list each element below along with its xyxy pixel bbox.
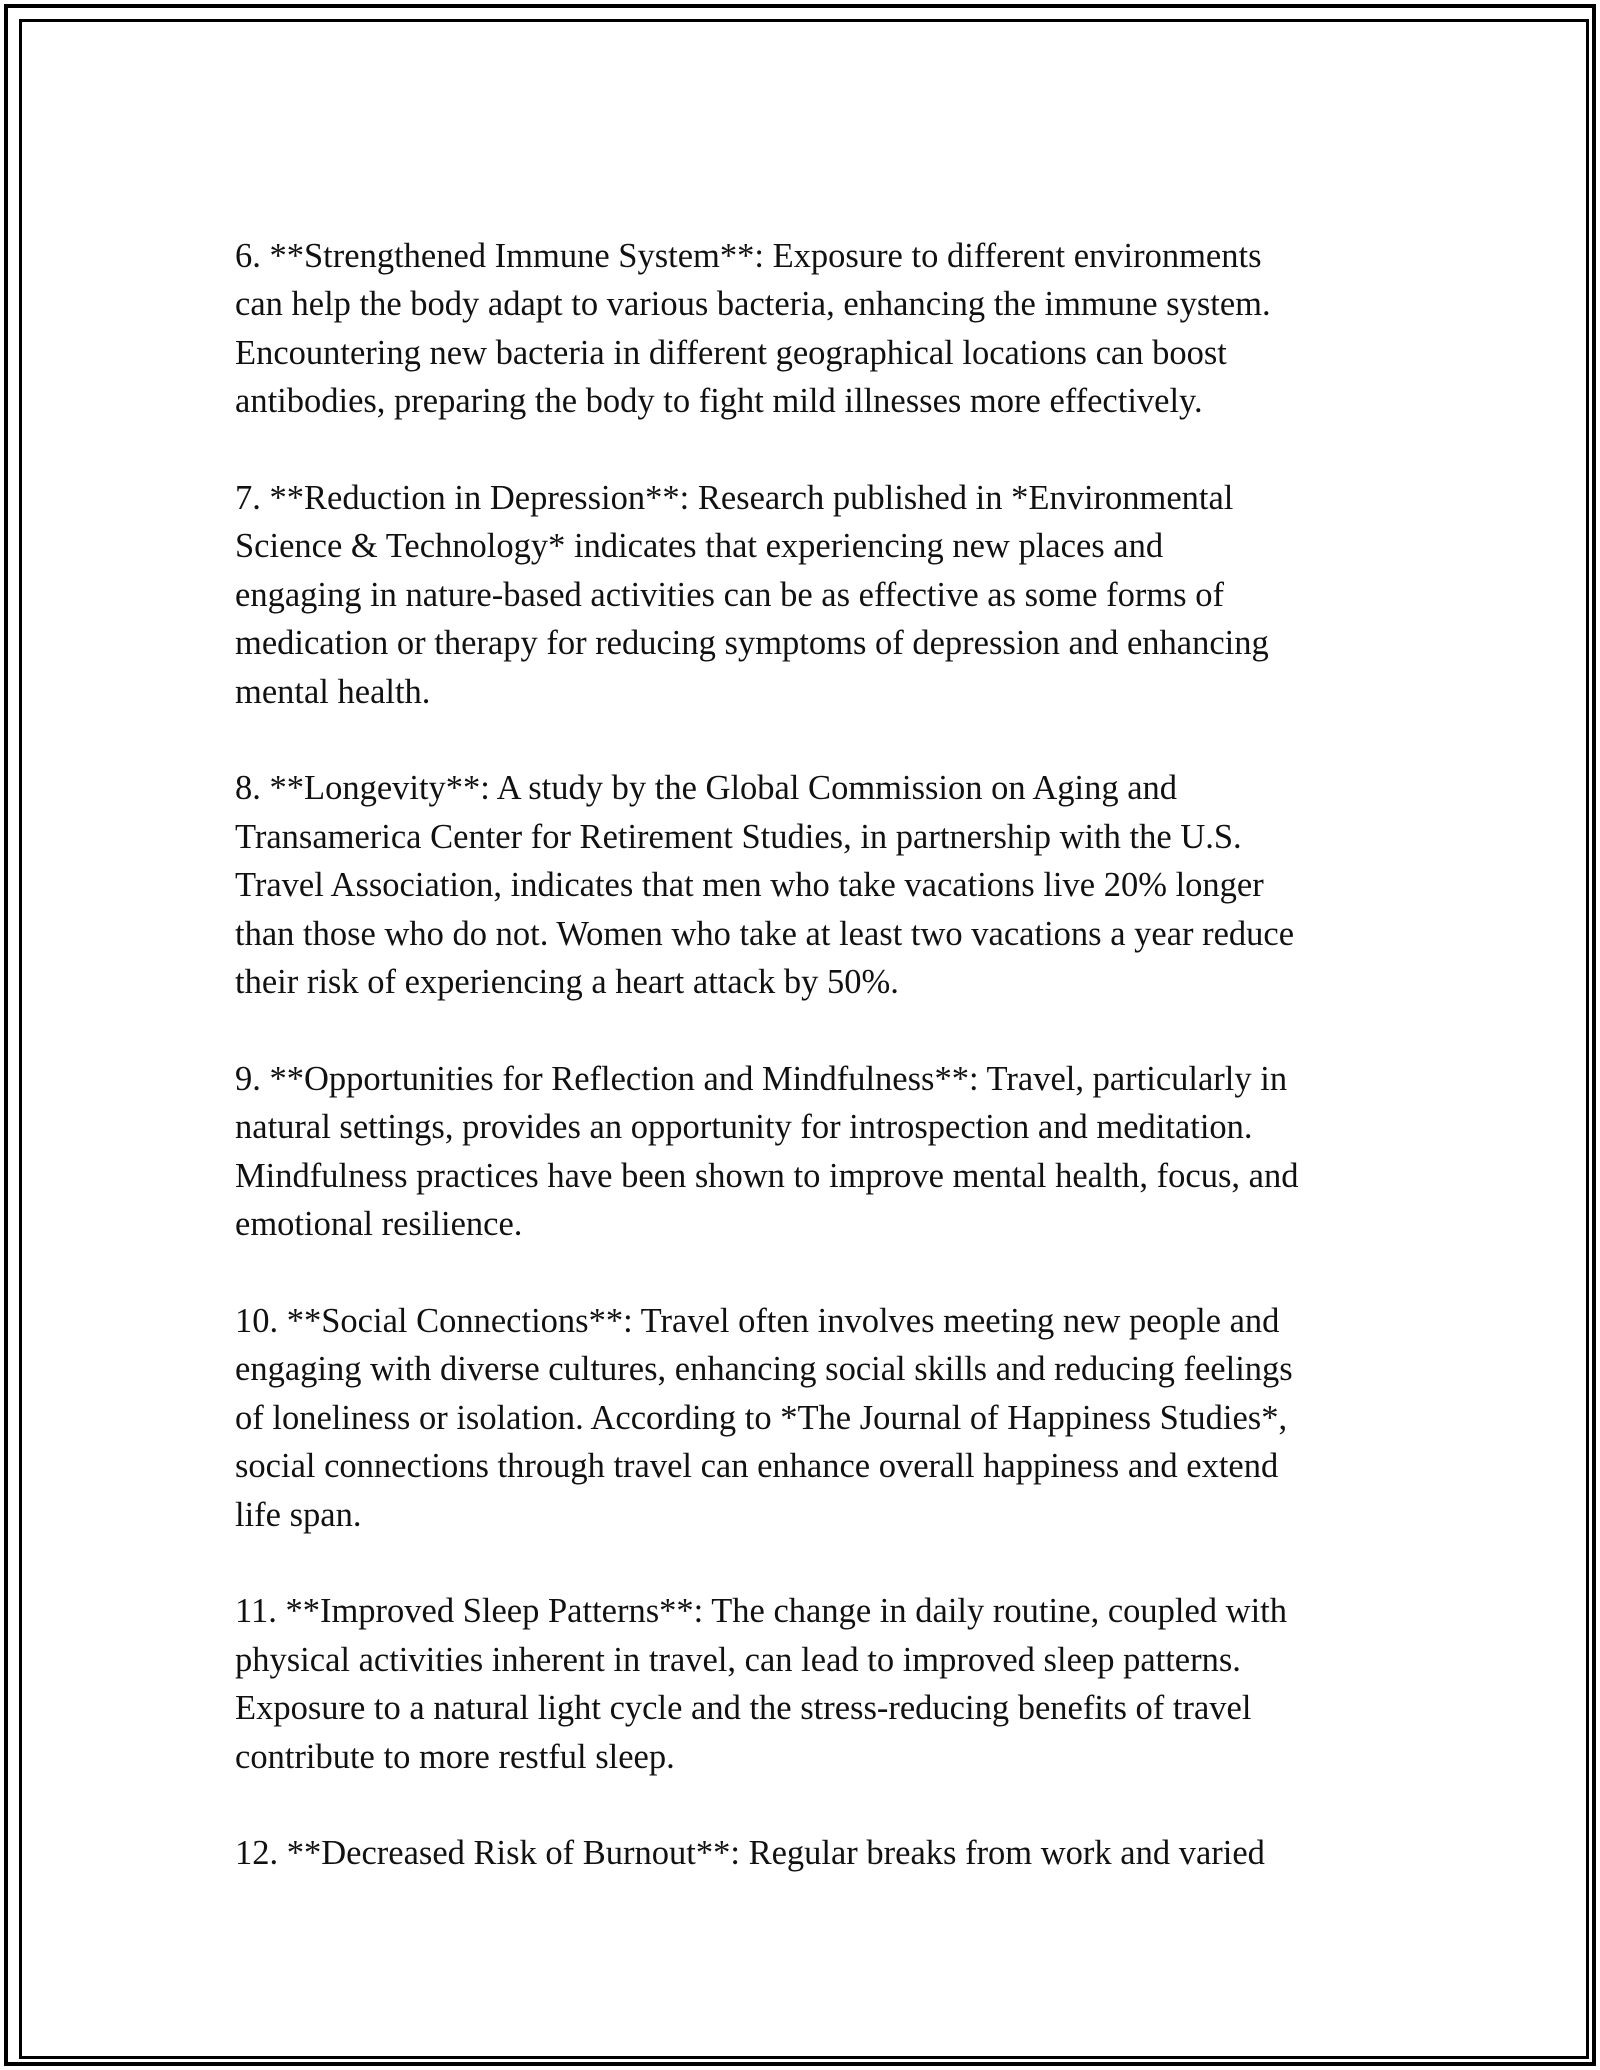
paragraph-immune-system: 6. **Strengthened Immune System**: Exposure to different environments can help the body adapt to various bacteria, enhancing the immune system. Encountering new bacteria in different geographical locations can boost antibodies, preparing the body to fight mild illnesses more effectively. [235, 237, 1271, 421]
paragraph-social-connections: 10. **Social Connections**: Travel often involves meeting new people and engaging with diverse cultures, enhancing social skills and reducing feelings of loneliness or isolation. According to *The Journal of Happiness Studies*, social connections through travel can enhance overall happiness and extend life span. [235, 1301, 1293, 1534]
paragraph-decreased-burnout: 12. **Decreased Risk of Burnout**: Regular breaks from work and varied [235, 1834, 1265, 1873]
paragraph-longevity: 8. **Longevity**: A study by the Global Commission on Aging and Transamerica Center for Retirement Studies, in partnership with the U.S. Travel Association, indicates that men who take vacations live 20% longer than those who do not. Women who take at least two vacations a year reduce their risk of experiencing a heart attack by 50%. [235, 769, 1295, 1002]
paragraph-reduction-in-depression: 7. **Reduction in Depression**: Research published in *Environmental Science & Technology* indicates that experiencing new places and engaging in nature-based activities can be as effective as some forms of medication or therapy for reducing symptoms of depression and enhancing mental health. [235, 479, 1269, 711]
paragraph-reflection-mindfulness: 9. **Opportunities for Reflection and Mindfulness**: Travel, particularly in natural settings, provides an opportunity for introspection and meditation. Mindfulness practices have been shown to improve mental health, focus, and emotional resilience. [235, 1059, 1299, 1244]
paragraph-improved-sleep: 11. **Improved Sleep Patterns**: The change in daily routine, coupled with physical activities inherent in travel, can lead to improved sleep patterns. Exposure to a natural light cycle and the stress-reducing benefits of travel contribute to more restful sleep. [235, 1592, 1288, 1776]
document-body [235, 232, 1385, 1878]
